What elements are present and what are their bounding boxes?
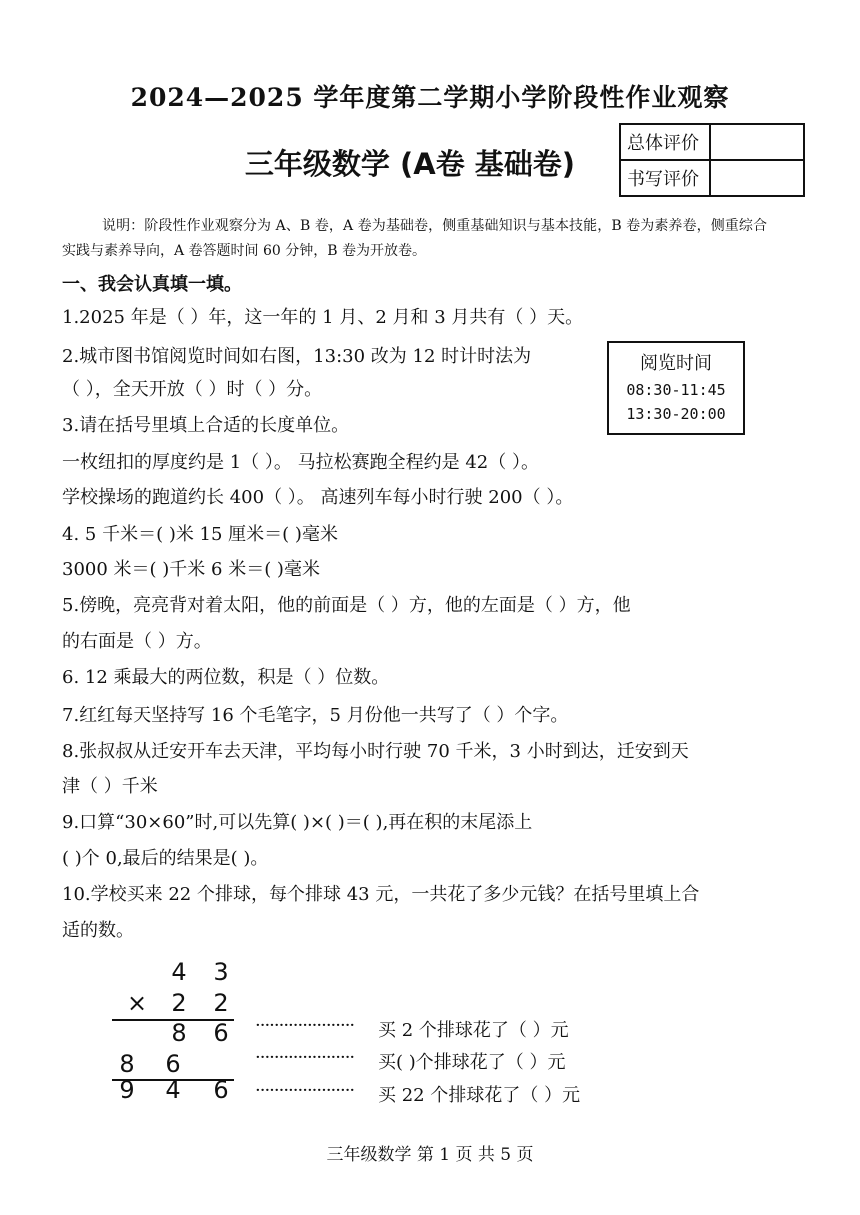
page-subtitle: 三年级数学 (A卷 基础卷): [244, 147, 576, 181]
question-3-row-1: 一枚纽扣的厚度约是 1（ ）。 马拉松赛跑全程约是 42（ ）。: [62, 452, 539, 473]
calc-digit: 2: [171, 989, 187, 1017]
evaluation-table: [619, 123, 805, 197]
calc-digit: 8: [119, 1050, 135, 1078]
calc-digit: 4: [165, 1076, 181, 1104]
question-1: 1.2025 年是（ ）年，这一年的 1 月、2 月和 3 月共有（ ）天。: [62, 307, 584, 328]
multiply-sign: ×: [126, 989, 148, 1017]
question-8-line-1: 8.张叔叔从迁安开车去天津，平均每小时行驶 70 千米，3 小时到达，迁安到天: [62, 741, 689, 762]
calc-digit: 8: [171, 1019, 187, 1047]
question-10-line-2: 适的数。: [62, 920, 134, 941]
eval-writing-label: 书写评价: [620, 160, 710, 196]
question-2-line-2: （ ），全天开放（ ）时（ ）分。: [62, 379, 323, 400]
question-4-row-2: 3000 米＝( )千米 6 米＝( )毫米: [62, 559, 320, 580]
instructions-note: 说明：阶段性作业观察分为 A、B 卷，A 卷为基础卷，侧重基础知识与基本技能，B 卷为素养卷，侧重综合实践与素养导向，A 卷答题时间 60 分钟，B 卷为开放卷。: [62, 218, 767, 259]
leader-dots: ·····················: [255, 1047, 355, 1068]
eval-overall-cell[interactable]: [710, 124, 804, 160]
reading-hours-afternoon: 13:30-20:00: [626, 405, 726, 423]
reading-hours-title: 阅览时间: [640, 353, 712, 374]
question-6: 6. 12 乘最大的两位数，积是（ ）位数。: [62, 667, 390, 688]
question-8-line-2: 津（ ）千米: [62, 776, 158, 797]
leader-dots: ·····················: [255, 1080, 355, 1101]
calc-digit: 2: [213, 989, 229, 1017]
eval-overall-label: 总体评价: [620, 124, 710, 160]
reading-hours-morning: 08:30-11:45: [626, 381, 726, 399]
calc-digit: 3: [213, 958, 229, 986]
eval-writing-cell[interactable]: [710, 160, 804, 196]
question-3-row-2: 学校操场的跑道约长 400（ ）。 高速列车每小时行驶 200（ ）。: [62, 487, 574, 508]
question-7: 7.红红每天坚持写 16 个毛笔字，5 月份他一共写了（ ）个字。: [62, 705, 569, 726]
explanation-3: 买 22 个排球花了（ ）元: [378, 1085, 581, 1106]
reading-hours-box: [607, 341, 745, 435]
leader-dots: ·····················: [255, 1015, 355, 1036]
question-9-line-2: ( )个 0,最后的结果是( )。: [62, 848, 269, 869]
calc-digit: 6: [213, 1076, 229, 1104]
vertical-multiplication: [110, 955, 250, 1105]
section-heading: 一、我会认真填一填。: [62, 274, 242, 295]
explanation-1: 买 2 个排球花了（ ）元: [378, 1020, 569, 1041]
question-10-line-1: 10.学校买来 22 个排球，每个排球 43 元，一共花了多少元钱？在括号里填上合: [62, 884, 700, 905]
explanation-2: 买( )个排球花了（ ）元: [378, 1052, 566, 1073]
question-9-line-1: 9.口算“30×60”时,可以先算( )×( )＝( ),再在积的末尾添上: [62, 812, 533, 833]
question-5-line-1: 5.傍晚，亮亮背对着太阳，他的前面是（ ）方，他的左面是（ ）方，他: [62, 595, 631, 616]
question-5-line-2: 的右面是（ ）方。: [62, 631, 212, 652]
calc-digit: 6: [165, 1050, 181, 1078]
calc-digit: 6: [213, 1019, 229, 1047]
calc-digit: 4: [171, 958, 187, 986]
calc-digit: 9: [119, 1076, 135, 1104]
question-3: 3.请在括号里填上合适的长度单位。: [62, 415, 350, 436]
question-2-line-1: 2.城市图书馆阅览时间如右图，13:30 改为 12 时计时法为: [62, 346, 532, 367]
question-4-row-1: 4. 5 千米＝( )米 15 厘米＝( )毫米: [62, 524, 338, 545]
page-footer: 三年级数学 第 1 页 共 5 页: [326, 1145, 534, 1165]
page-title: 2024—2025 学年度第二学期小学阶段性作业观察: [130, 83, 730, 112]
